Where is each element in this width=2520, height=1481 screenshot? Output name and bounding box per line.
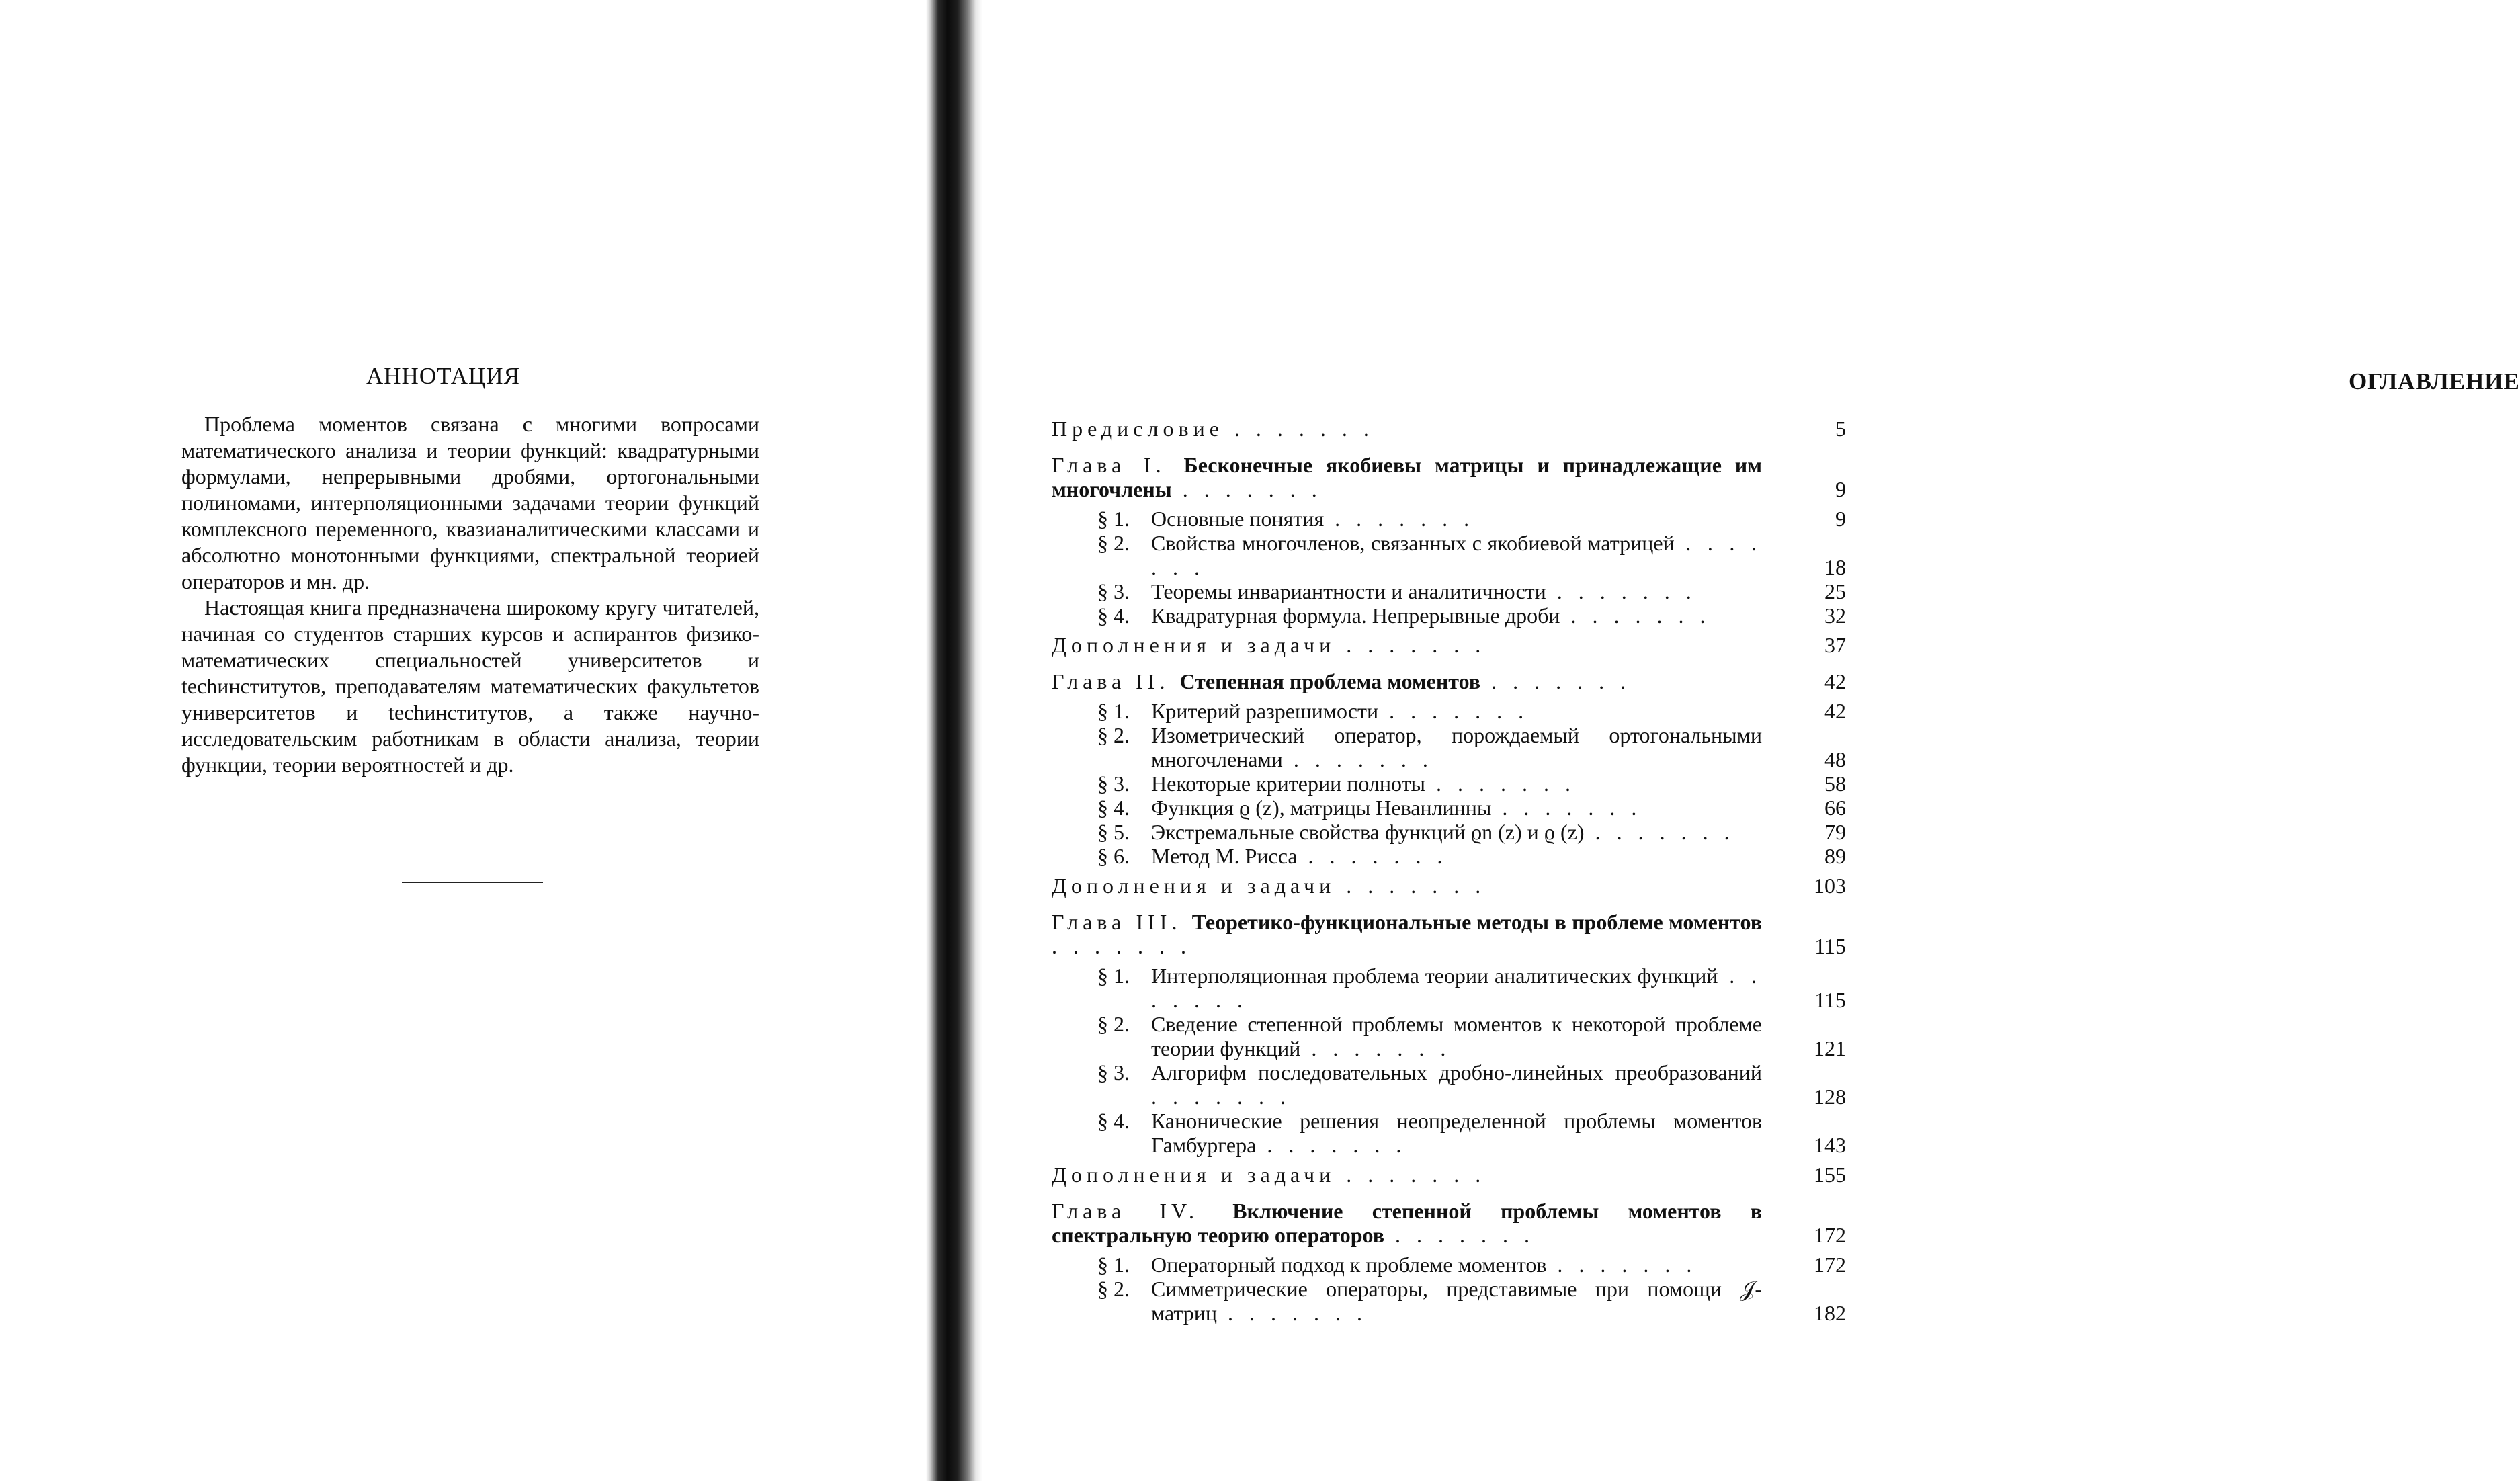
toc-preface-text — [1052, 417, 1762, 441]
toc-section-text — [1151, 603, 1762, 628]
leader-dots: . . . . . . . — [1546, 1253, 1697, 1277]
section-number: § 4. — [1097, 603, 1130, 628]
page-number: 172 — [1814, 1223, 1846, 1247]
page-number: 32 — [1824, 603, 1846, 628]
toc-section-text — [1151, 820, 1762, 844]
toc-chapter — [1052, 1199, 1846, 1247]
page-number: 18 — [1824, 555, 1846, 579]
page-number: 143 — [1814, 1133, 1846, 1157]
leader-dots: . . . . . . . — [1282, 747, 1433, 771]
annotation-title: АННОТАЦИЯ — [366, 363, 520, 389]
spacer — [1052, 1157, 1846, 1162]
section-number: § 3. — [1097, 771, 1130, 796]
page-number: 66 — [1824, 796, 1846, 820]
leader-dots: . . . . . . . — [1378, 699, 1529, 723]
section-number: § 2. — [1097, 1277, 1130, 1301]
toc-section-text — [1151, 1109, 1762, 1157]
chapter-title: Бесконечные якобиевы матрицы и принадлежащие им многочлены — [1052, 453, 1763, 501]
leader-dots: . . . . . . . — [1384, 1223, 1536, 1247]
page-number: 79 — [1824, 820, 1846, 844]
section-number: § 2. — [1097, 531, 1130, 555]
leader-dots: . . . . . . . — [1297, 844, 1448, 868]
chapter-title: Включение степенной проблемы моментов в спектральную теорию операторов — [1052, 1199, 1763, 1247]
entry-label: Дополнения и задачи — [1052, 1162, 1336, 1187]
section-title: Основные понятия — [1151, 507, 1325, 531]
page-number: 9 — [1835, 507, 1846, 531]
toc-section-text — [1151, 699, 1762, 723]
section-title: Некоторые критерии полноты — [1151, 771, 1426, 796]
leader-dots: . . . . . . . — [1324, 507, 1475, 531]
section-number: § 6. — [1097, 844, 1130, 868]
section-title: Теоремы инвариантности и аналитичности — [1151, 579, 1546, 603]
leader-dots: . . . . . . . — [1560, 603, 1711, 628]
section-title: Сведение степенной проблемы моментов к некоторой проблеме теории функций — [1151, 1012, 1762, 1060]
toc-section-text — [1151, 1060, 1762, 1109]
leader-dots: . . . . . . . — [1052, 934, 1191, 958]
page-number: 9 — [1835, 477, 1846, 501]
page-number: 37 — [1824, 633, 1846, 657]
spacer — [1052, 501, 1846, 507]
toc-section — [1052, 579, 1846, 603]
entry-label: Дополнения и задачи — [1052, 633, 1336, 657]
section-title: Интерполяционная проблема теории аналитических функций — [1151, 964, 1718, 988]
section-title: Алгорифм последовательных дробно-линейных преобразований — [1151, 1060, 1762, 1085]
toc-supplement-text — [1052, 1162, 1762, 1187]
spacer — [1052, 657, 1846, 669]
toc-section-text — [1151, 1277, 1762, 1325]
page-number: 89 — [1824, 844, 1846, 868]
annotation-paragraph: Настоящая книга предназначена широкому кругу читателей, начиная со студентов старших курсов и аспирантов физико-математических специальностей университетов и techинститутов, преподавателям математических факультетов университетов и techинститутов, а также научно-исследовательским работникам в области анализа, теории функции, теории вероятностей и др. — [181, 595, 759, 777]
page-number: 155 — [1814, 1162, 1846, 1187]
leader-dots: . . . . . . . — [1300, 1036, 1452, 1060]
toc-section — [1052, 507, 1846, 531]
leader-dots: . . . . . . . — [1546, 579, 1697, 603]
chapter-label: Глава III. — [1052, 910, 1192, 934]
toc-section — [1052, 964, 1846, 1012]
toc-chapter-text — [1052, 453, 1762, 501]
toc-section — [1052, 723, 1846, 771]
section-number: § 4. — [1097, 1109, 1130, 1133]
section-title: Критерий разрешимости — [1151, 699, 1379, 723]
leader-dots: . . . . . . . — [1151, 964, 1763, 1012]
left-page — [0, 0, 921, 1481]
chapter-label: Глава IV. — [1052, 1199, 1233, 1223]
toc-supplement-text — [1052, 874, 1762, 898]
toc-section — [1052, 1060, 1846, 1109]
page-number: 115 — [1814, 934, 1846, 958]
section-number: § 1. — [1097, 964, 1130, 988]
toc-title: ОГЛАВЛЕНИЕ — [2349, 368, 2520, 394]
leader-dots: . . . . . . . — [1335, 633, 1486, 657]
chapter-title: Степенная проблема моментов — [1179, 669, 1481, 693]
toc-section — [1052, 1253, 1846, 1277]
annotation-paragraph: Проблема моментов связана с многими вопросами математического анализа и теории функций: квадратурными формулами, непрерывными дробями, ортогональными полиномами, интерполяционными задачами теории функций комплексного переменного, квазианалитическими классами и абсолютно монотонными функциями, спектральной теорией операторов и мн. др. — [181, 412, 759, 593]
toc-section — [1052, 603, 1846, 628]
spacer — [1052, 868, 1846, 874]
page-number: 121 — [1814, 1036, 1846, 1060]
toc-supplement — [1052, 874, 1846, 898]
toc-section-text — [1151, 1253, 1762, 1277]
leader-dots: . . . . . . . — [1584, 820, 1735, 844]
toc-chapter — [1052, 669, 1846, 693]
page-number: 182 — [1814, 1301, 1846, 1325]
section-title: Квадратурная формула. Непрерывные дроби — [1151, 603, 1560, 628]
separator-rule — [402, 882, 543, 883]
page-number: 128 — [1814, 1085, 1846, 1109]
spacer — [1052, 1247, 1846, 1253]
entry-label: Дополнения и задачи — [1052, 874, 1336, 898]
section-number: § 1. — [1097, 699, 1130, 723]
section-title: Канонические решения неопределенной проблемы моментов Гамбургера — [1151, 1109, 1762, 1157]
page-number: 5 — [1835, 417, 1846, 441]
toc-section — [1052, 1012, 1846, 1060]
chapter-label: Глава II. — [1052, 669, 1180, 693]
toc-section — [1052, 1109, 1846, 1157]
leader-dots: . . . . . . . — [1256, 1133, 1407, 1157]
toc-chapter — [1052, 910, 1846, 958]
toc-section — [1052, 820, 1846, 844]
toc-chapter-text — [1052, 1199, 1762, 1247]
toc-section — [1052, 1277, 1846, 1325]
leader-dots: . . . . . . . — [1491, 796, 1642, 820]
chapter-title: Теоретико-функциональные методы в проблеме моментов — [1191, 910, 1763, 934]
toc-supplement — [1052, 1162, 1846, 1187]
book-gutter — [921, 0, 988, 1481]
leader-dots: . . . . . . . — [1151, 1085, 1291, 1109]
page-number: 42 — [1824, 699, 1846, 723]
toc-section-text — [1151, 1012, 1762, 1060]
toc-section-text — [1151, 796, 1762, 820]
toc-section — [1052, 531, 1846, 579]
toc-section-text — [1151, 964, 1762, 1012]
section-number: § 4. — [1097, 796, 1130, 820]
toc-chapter-text — [1052, 669, 1762, 693]
spacer — [1052, 628, 1846, 633]
page-number: 58 — [1824, 771, 1846, 796]
page-number: 48 — [1824, 747, 1846, 771]
toc-preface — [1052, 417, 1846, 441]
leader-dots: . . . . . . . — [1425, 771, 1577, 796]
toc-section-text — [1151, 844, 1762, 868]
section-number: § 3. — [1097, 1060, 1130, 1085]
section-title: Функция ϱ (z), матрицы Неванлинны — [1151, 796, 1492, 820]
page-number: 103 — [1814, 874, 1846, 898]
spacer — [1052, 958, 1846, 964]
toc-section — [1052, 771, 1846, 796]
page-number: 172 — [1814, 1253, 1846, 1277]
page-number: 115 — [1814, 988, 1846, 1012]
leader-dots: . . . . . . . — [1151, 531, 1763, 579]
toc-section-text — [1151, 531, 1762, 579]
leader-dots: . . . . . . . — [1223, 417, 1374, 441]
toc-section-text — [1151, 507, 1762, 531]
section-number: § 3. — [1097, 579, 1130, 603]
section-title: Изометрический оператор, порождаемый ортогональными многочленами — [1151, 723, 1762, 771]
toc-supplement-text — [1052, 633, 1762, 657]
annotation-text — [181, 411, 759, 778]
spacer — [1052, 898, 1846, 910]
toc-section — [1052, 844, 1846, 868]
toc-chapter — [1052, 453, 1846, 501]
toc-section — [1052, 699, 1846, 723]
toc-chapter-text — [1052, 910, 1762, 958]
page-number: 25 — [1824, 579, 1846, 603]
spacer — [1052, 441, 1846, 453]
section-title: Экстремальные свойства функций ϱn (z) и ϱ (z) — [1151, 820, 1585, 844]
section-number: § 1. — [1097, 1253, 1130, 1277]
leader-dots: . . . . . . . — [1335, 874, 1486, 898]
section-number: § 1. — [1097, 507, 1130, 531]
section-number: § 2. — [1097, 723, 1130, 747]
leader-dots: . . . . . . . — [1171, 477, 1322, 501]
entry-label: Предисловие — [1052, 417, 1224, 441]
section-title: Операторный подход к проблеме моментов — [1151, 1253, 1547, 1277]
section-number: § 5. — [1097, 820, 1130, 844]
spacer — [1052, 693, 1846, 699]
table-of-contents — [1052, 417, 1846, 1325]
leader-dots: . . . . . . . — [1480, 669, 1632, 693]
leader-dots: . . . . . . . — [1217, 1301, 1368, 1325]
page-number: 42 — [1824, 669, 1846, 693]
toc-section — [1052, 796, 1846, 820]
toc-section-text — [1151, 771, 1762, 796]
section-title: Симметрические операторы, представимые при помощи 𝒥-матриц — [1151, 1277, 1762, 1325]
toc-supplement — [1052, 633, 1846, 657]
section-title: Метод М. Рисса — [1151, 844, 1298, 868]
section-title: Свойства многочленов, связанных с якобиевой матрицей — [1151, 531, 1675, 555]
toc-section-text — [1151, 579, 1762, 603]
spacer — [1052, 1187, 1846, 1199]
toc-section-text — [1151, 723, 1762, 771]
leader-dots: . . . . . . . — [1335, 1162, 1486, 1187]
section-number: § 2. — [1097, 1012, 1130, 1036]
chapter-label: Глава I. — [1052, 453, 1184, 477]
